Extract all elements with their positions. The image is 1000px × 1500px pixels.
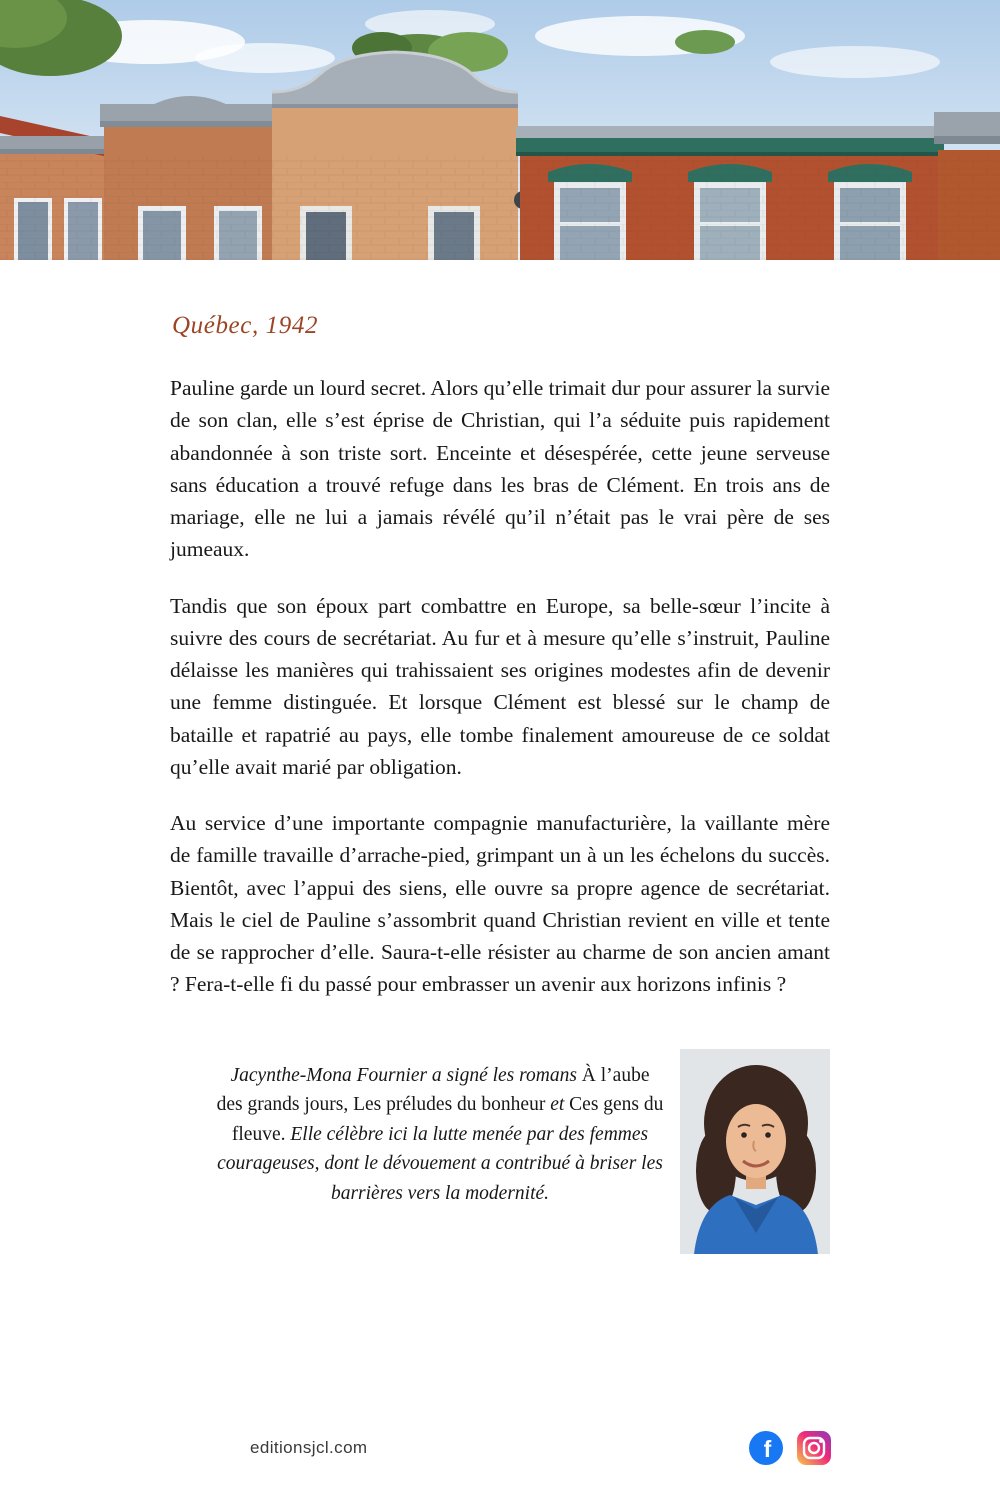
bio-segment: Jacynthe-Mona Fournier a signé les romans — [230, 1064, 582, 1086]
setting-heading: Québec, 1942 — [172, 312, 319, 339]
book-title: Ces gens du fleuve. — [231, 1094, 664, 1145]
author-bio-text — [216, 1049, 664, 1209]
back-cover-content — [0, 260, 1000, 1254]
instagram-icon[interactable] — [796, 1430, 832, 1466]
author-bio-section — [170, 1049, 830, 1254]
bio-segment: et — [545, 1094, 570, 1116]
svg-text:f: f — [763, 1436, 772, 1462]
bio-segment: Elle célèbre ici la lutte menée par des femmes courageuses, dont le dévouement a contribué à briser les barrières vers la modernité. — [217, 1123, 663, 1204]
synopsis-paragraph-2: Tandis que son époux part combattre en Europe, sa belle-sœur l’incite à suivre des cours de secrétariat. Au fur et à mesure qu’elle s’instruit, Pauline délaisse les manières qui trahissaient ses origines modestes afin de devenir une femme distinguée. Et lorsque Clément est blessé sur le champ de bataille et rapatrié au pays, elle tombe finalement amoureuse de ce soldat qu’elle avait marié par obligation. — [170, 593, 830, 779]
facebook-icon[interactable] — [748, 1430, 784, 1466]
footer — [0, 1430, 1000, 1466]
social-icons — [748, 1430, 832, 1466]
rooftops-illustration — [0, 0, 1000, 260]
publisher-website: editionsjcl.com — [250, 1438, 368, 1457]
synopsis-paragraph-3: Au service d’une importante compagnie manufacturière, la vaillante mère de famille travaille d’arrache-pied, grimpant un à un les échelons du succès. Bientôt, avec l’appui des siens, elle ouvre sa propre agence de secrétariat. Mais le ciel de Pauline s’assombrit quand Christian revient en ville et tente de se rapprocher d’elle. Saura-t-elle résister au charme de son ancien amant ? Fera-t-elle fi du passé pour embrasser un avenir aux horizons infinis ? — [170, 811, 830, 997]
book-title: À l’aube des grands jours, Les préludes du bonheur — [216, 1064, 650, 1116]
synopsis-paragraph-1: Pauline garde un lourd secret. Alors qu’elle trimait dur pour assurer la survie de son clan, elle s’est éprise de Christian, qui l’a séduite puis rapidement abandonnée à son triste sort. Enceinte et désespérée, cette jeune serveuse sans éducation a trouvé refuge dans les bras de Clément. En trois ans de mariage, elle ne lui a jamais révélé qu’il n’était pas le vrai père de ses jumeaux. — [170, 376, 830, 562]
author-photo — [680, 1049, 830, 1254]
